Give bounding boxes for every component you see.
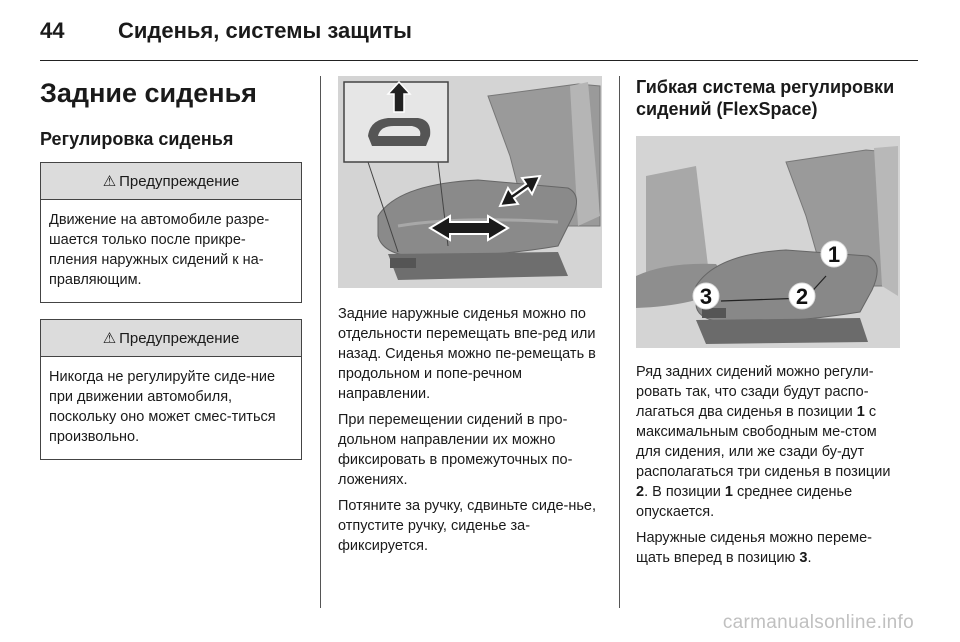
svg-text:3: 3 bbox=[699, 284, 713, 309]
warning-box-1 bbox=[40, 162, 302, 303]
paragraph: Ряд задних сидений можно регули-ровать так, что сзади будут распо-лагаться два сиденья в позиции 1 с максимальным свободным ме-стом для сидения, или же сзади бу-дут располагаться три сиденья в позиции 2. В позиции 1 среднее сиденье опускается. bbox=[636, 364, 891, 520]
page-number: 44 bbox=[40, 18, 65, 43]
watermark: carmanualsonline.info bbox=[722, 612, 914, 633]
page-header bbox=[40, 18, 412, 50]
callout-3 bbox=[693, 283, 719, 309]
warning-label: Предупреждение bbox=[119, 172, 240, 190]
column-3 bbox=[636, 76, 900, 574]
warning-header bbox=[41, 320, 301, 357]
warning-header bbox=[41, 163, 301, 200]
section-title: Задние сиденья bbox=[40, 78, 257, 108]
seat-adjustment-illustration bbox=[338, 76, 602, 288]
warning-triangle-icon: ⚠ bbox=[102, 173, 117, 190]
subsection-title: Регулировка сиденья bbox=[40, 129, 234, 149]
page-title: Сиденья, системы защиты bbox=[118, 18, 412, 43]
paragraph: Потяните за ручку, сдвиньте сиде-нье, отпустите ручку, сиденье за-фиксируется. bbox=[338, 498, 597, 554]
warning-text: Никогда не регулируйте сиде-ние при движении автомобиля, поскольку оно может смес-титься произвольно. bbox=[49, 369, 276, 445]
warning-triangle-icon: ⚠ bbox=[102, 330, 117, 347]
paragraph: Задние наружные сиденья можно по отдельности перемещать впе-ред или назад. Сиденья можно пе-ремещать в продольном и попе-речном направлении. bbox=[338, 306, 596, 402]
warning-text: Движение на автомобиле разре-шается только после прикре-пления наружных сидений к на-правляющим. bbox=[49, 212, 270, 288]
warning-box-2 bbox=[40, 319, 302, 460]
column-divider-1 bbox=[320, 76, 321, 608]
flexspace-illustration bbox=[636, 136, 900, 348]
column-2 bbox=[338, 76, 602, 562]
warning-label: Предупреждение bbox=[119, 329, 240, 347]
svg-text:2: 2 bbox=[795, 284, 809, 309]
paragraph: При перемещении сидений в про-дольном направлении их можно фиксировать в промежуточных по-ложениях. bbox=[338, 412, 573, 488]
svg-text:1: 1 bbox=[827, 242, 841, 267]
callout-1 bbox=[821, 241, 847, 267]
subsection-title: Гибкая система регулировки сидений (FlexSpace) bbox=[636, 77, 895, 119]
header-rule bbox=[40, 60, 918, 61]
paragraph: Наружные сиденья можно переме-щать вперед в позицию 3. bbox=[636, 530, 872, 566]
column-1 bbox=[40, 76, 302, 476]
callout-2 bbox=[789, 283, 815, 309]
column-divider-2 bbox=[619, 76, 620, 608]
